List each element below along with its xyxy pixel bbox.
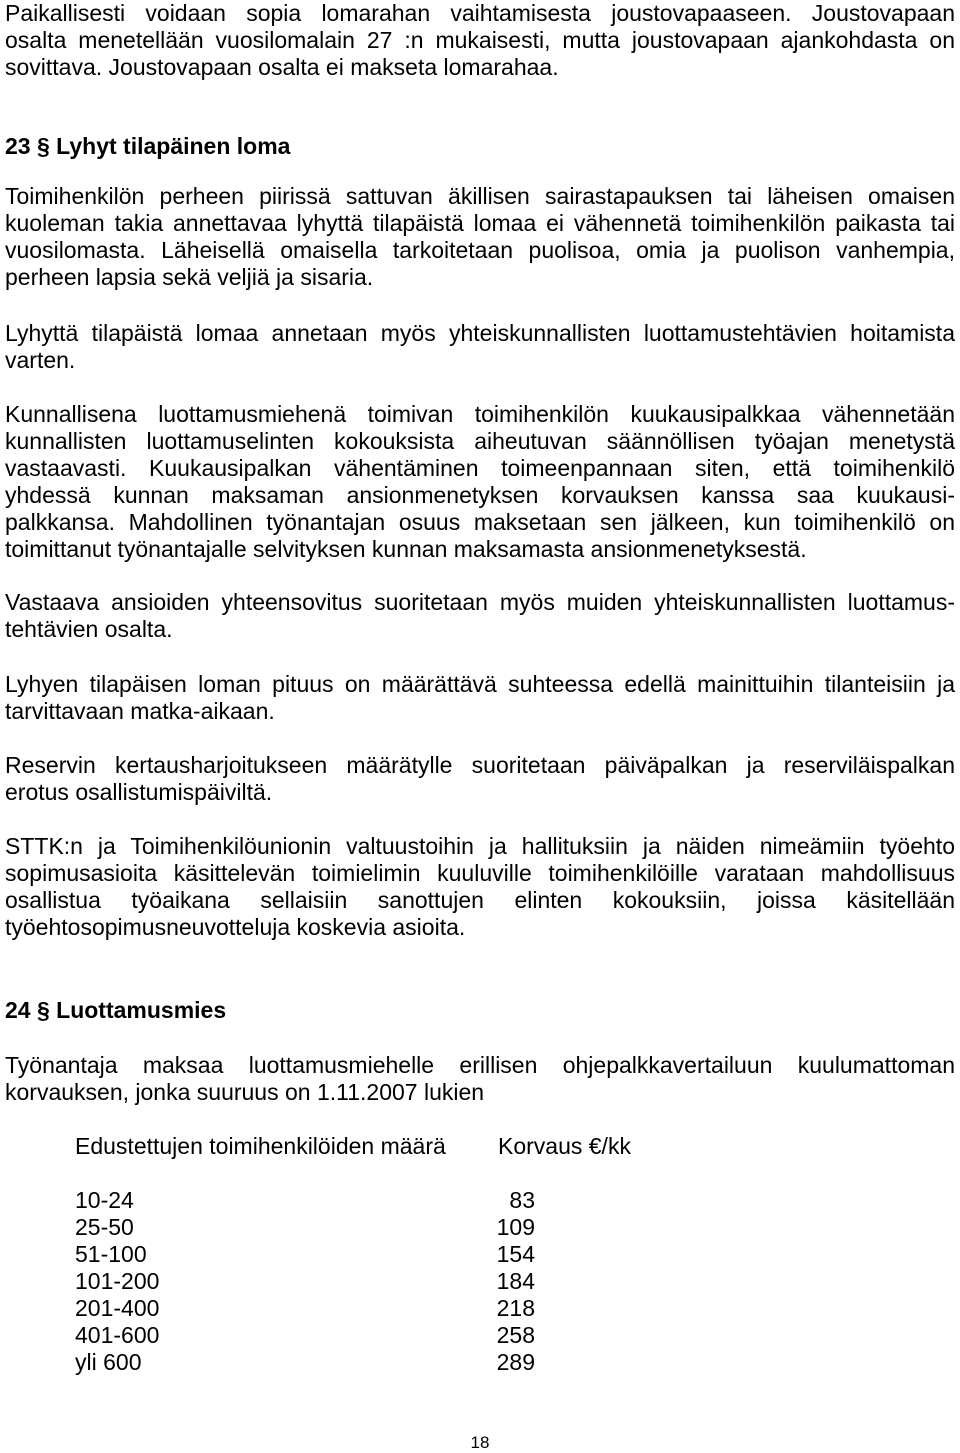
paragraph-line: Vastaava ansioiden yhteensovitus suoritetaan myös muiden yhteiskunnallisten luottamus-	[5, 589, 955, 615]
page-number: 18	[470, 1433, 490, 1452]
paragraph	[5, 671, 955, 725]
table-cell-range: 101-200	[75, 1268, 160, 1294]
section-heading-23: 23 § Lyhyt tilapäinen loma	[5, 133, 291, 159]
paragraph	[5, 752, 955, 806]
paragraph-line: tehtävien osalta.	[5, 616, 173, 642]
paragraph-line: perheen lapsia sekä veljiä ja sisaria.	[5, 264, 374, 290]
paragraph-line: osalta menetellään vuosilomalain 27 :n mukaisesti, mutta joustovapaan ajankohdasta on	[5, 27, 955, 53]
paragraph-line: Kunnallisena luottamusmiehenä toimivan toimihenkilön kuukausipalkkaa vähennetään	[5, 401, 955, 427]
paragraph	[5, 183, 955, 291]
paragraph-line: tarvittavaan matka-aikaan.	[5, 698, 275, 724]
table-cell-range: 10-24	[75, 1187, 134, 1213]
table-cell-amount: 184	[496, 1268, 535, 1294]
table-cell-amount: 289	[496, 1349, 535, 1375]
table-cell-range: 201-400	[75, 1295, 160, 1321]
table-header-amount: Korvaus €/kk	[498, 1133, 631, 1159]
paragraph-line: työehtosopimusneuvotteluja koskevia asioita.	[5, 914, 466, 940]
paragraph-line: sopimusasioita käsittelevän toimielimin kuuluville toimihenkilöille varataan mahdollisuus	[5, 860, 955, 886]
paragraph-line: Reservin kertausharjoitukseen määrätylle suoritetaan päiväpalkan ja reserviläispalkan	[5, 752, 955, 778]
paragraph-line: toimittanut työnantajalle selvityksen kunnan maksamasta ansionmenetyksestä.	[5, 536, 807, 562]
paragraph-line: Lyhyen tilapäisen loman pituus on määrättävä suhteessa edellä mainittuihin tilanteisiin ja	[5, 671, 955, 697]
paragraph	[5, 833, 955, 941]
paragraph-line: osallistua työaikana sellaisiin sanottujen elinten kokouksiin, joissa käsitellään	[5, 887, 955, 913]
paragraph-line: korvauksen, jonka suuruus on 1.11.2007 lukien	[5, 1079, 485, 1105]
table-cell-amount: 109	[496, 1214, 535, 1240]
paragraph-line: kunnallisten luottamuselinten kokouksista aiheutuvan säännöllisen työajan menetystä	[5, 428, 955, 454]
table-cell-range: 401-600	[75, 1322, 160, 1348]
table-cell-amount: 83	[509, 1187, 535, 1213]
paragraph-line: Lyhyttä tilapäistä lomaa annetaan myös yhteiskunnallisten luottamustehtävien hoitamista	[5, 320, 955, 346]
table-cell-range: 25-50	[75, 1214, 134, 1240]
table-cell-amount: 258	[496, 1322, 535, 1348]
paragraph-line: Paikallisesti voidaan sopia lomarahan vaihtamisesta joustovapaaseen. Joustovapaan	[5, 0, 955, 26]
paragraph	[5, 320, 955, 374]
paragraph-line: vastaavasti. Kuukausipalkan vähentäminen toimeenpannaan siten, että toimihenkilö	[5, 455, 955, 481]
table-cell-range: yli 600	[75, 1349, 142, 1375]
table-cell-amount: 218	[496, 1295, 535, 1321]
table-header-count: Edustettujen toimihenkilöiden määrä	[75, 1133, 446, 1159]
paragraph	[5, 1052, 955, 1106]
paragraph-line: yhdessä kunnan maksaman ansionmenetyksen korvauksen kanssa saa kuukausi-	[5, 482, 955, 508]
paragraph-line: sovittava. Joustovapaan osalta ei makseta lomarahaa.	[5, 54, 559, 80]
paragraph	[5, 401, 955, 563]
paragraph-line: STTK:n ja Toimihenkilöunionin valtuustoihin ja hallituksiin ja näiden nimeämiin työehto	[5, 833, 955, 859]
paragraph-line: Työnantaja maksaa luottamusmiehelle erillisen ohjepalkkavertailuun kuulumattoman	[5, 1052, 955, 1078]
paragraph-line: varten.	[5, 347, 76, 373]
paragraph-line: kuoleman takia annettavaa lyhyttä tilapäistä lomaa ei vähennetä toimihenkilön paikasta tai	[5, 210, 955, 236]
paragraph-line: erotus osallistumispäiviltä.	[5, 779, 273, 805]
intro-paragraph	[5, 0, 955, 81]
paragraph-line: Toimihenkilön perheen piirissä sattuvan äkillisen sairastapauksen tai läheisen omaisen	[5, 183, 955, 209]
paragraph-line: palkkansa. Mahdollinen työnantajan osuus maksetaan sen jälkeen, kun toimihenkilö on	[5, 509, 955, 535]
section-heading-24: 24 § Luottamusmies	[5, 997, 227, 1023]
paragraph	[5, 589, 955, 643]
table-cell-amount: 154	[496, 1241, 535, 1267]
table-cell-range: 51-100	[75, 1241, 147, 1267]
paragraph-line: vuosilomasta. Läheisellä omaisella tarkoitetaan puolisoa, omia ja puolison vanhempia,	[5, 237, 955, 263]
